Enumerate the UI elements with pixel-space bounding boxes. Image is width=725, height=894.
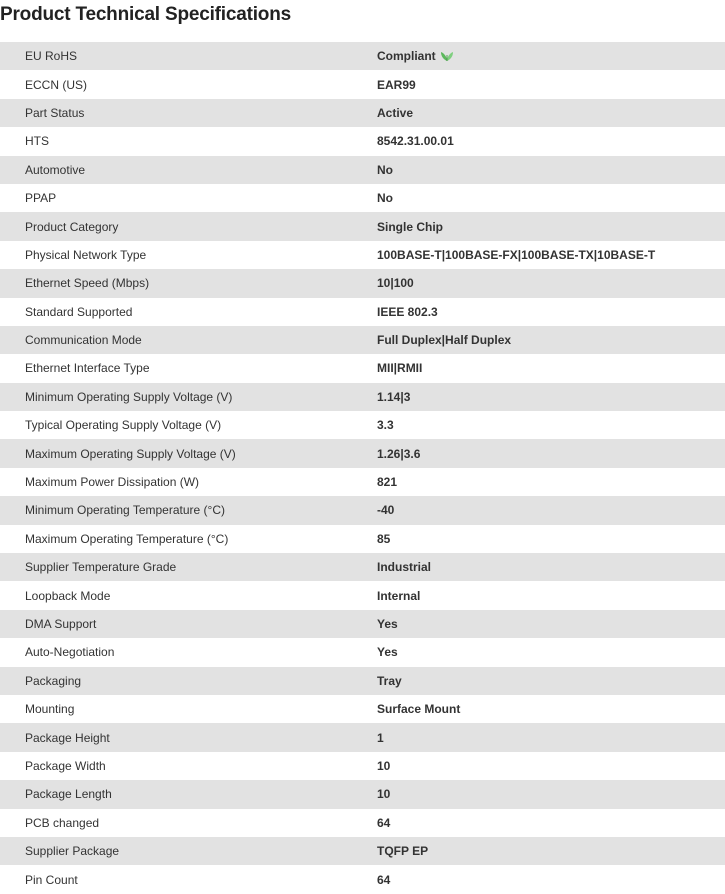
spec-value: TQFP EP bbox=[377, 844, 429, 859]
spec-row-automotive bbox=[0, 156, 725, 184]
spec-row-typ-supply-voltage bbox=[0, 411, 725, 439]
spec-name: Supplier Temperature Grade bbox=[25, 560, 177, 575]
spec-row-ethernet-speed bbox=[0, 269, 725, 297]
spec-row-package-length bbox=[0, 780, 725, 808]
spec-name: Standard Supported bbox=[25, 304, 133, 319]
spec-value: No bbox=[377, 162, 393, 177]
spec-value-text: Compliant bbox=[377, 49, 436, 64]
spec-name: Package Height bbox=[25, 730, 110, 745]
spec-row-hts bbox=[0, 127, 725, 155]
spec-row-standard-supported bbox=[0, 298, 725, 326]
spec-value: 64 bbox=[377, 872, 391, 887]
spec-row-max-operating-temp bbox=[0, 525, 725, 553]
spec-name: PCB changed bbox=[25, 815, 100, 830]
spec-name: Maximum Operating Supply Voltage (V) bbox=[25, 446, 236, 461]
leaf-icon bbox=[440, 50, 454, 62]
spec-value: 1.14|3 bbox=[377, 389, 411, 404]
spec-row-ppap bbox=[0, 184, 725, 212]
spec-value: 821 bbox=[377, 475, 398, 490]
spec-row-max-supply-voltage bbox=[0, 439, 725, 467]
spec-row-product-category bbox=[0, 212, 725, 240]
spec-name: Ethernet Interface Type bbox=[25, 361, 150, 376]
spec-value: EAR99 bbox=[377, 77, 416, 92]
spec-name: Ethernet Speed (Mbps) bbox=[25, 276, 150, 291]
spec-name: EU RoHS bbox=[25, 49, 78, 64]
spec-value: Active bbox=[377, 105, 414, 120]
spec-row-communication-mode bbox=[0, 326, 725, 354]
spec-value: Internal bbox=[377, 588, 421, 603]
spec-row-max-power-dissipation bbox=[0, 468, 725, 496]
spec-name: Loopback Mode bbox=[25, 588, 111, 603]
spec-row-mounting bbox=[0, 695, 725, 723]
spec-value: MII|RMII bbox=[377, 361, 423, 376]
spec-name: Maximum Operating Temperature (°C) bbox=[25, 531, 229, 546]
spec-row-packaging bbox=[0, 667, 725, 695]
spec-value: -40 bbox=[377, 503, 395, 518]
spec-row-auto-negotiation bbox=[0, 638, 725, 666]
spec-row-supplier-temp-grade bbox=[0, 553, 725, 581]
spec-row-package-height bbox=[0, 723, 725, 751]
spec-name: Typical Operating Supply Voltage (V) bbox=[25, 418, 222, 433]
spec-value: 10|100 bbox=[377, 276, 414, 291]
spec-name: Package Length bbox=[25, 787, 112, 802]
spec-value: 100BASE-T|100BASE-FX|100BASE-TX|10BASE-T bbox=[377, 247, 656, 262]
spec-name: Packaging bbox=[25, 673, 82, 688]
spec-name: HTS bbox=[25, 134, 49, 149]
spec-value: Surface Mount bbox=[377, 702, 461, 717]
spec-row-eu-rohs bbox=[0, 42, 725, 70]
spec-table bbox=[0, 42, 725, 894]
spec-value: 10 bbox=[377, 787, 391, 802]
spec-name: Part Status bbox=[25, 105, 85, 120]
spec-name: DMA Support bbox=[25, 617, 97, 631]
spec-row-package-width bbox=[0, 752, 725, 780]
spec-value: No bbox=[377, 191, 393, 206]
spec-value: Yes bbox=[377, 645, 398, 660]
spec-value: 10 bbox=[377, 758, 391, 773]
spec-row-part-status bbox=[0, 99, 725, 127]
spec-value: Full Duplex|Half Duplex bbox=[377, 333, 512, 348]
spec-value: 85 bbox=[377, 531, 391, 546]
spec-value: Yes bbox=[377, 617, 398, 631]
spec-row-physical-network-type bbox=[0, 241, 725, 269]
spec-row-min-supply-voltage bbox=[0, 383, 725, 411]
spec-value: 64 bbox=[377, 815, 391, 830]
spec-name: Auto-Negotiation bbox=[25, 645, 115, 660]
spec-row-min-operating-temp bbox=[0, 496, 725, 524]
spec-row-ethernet-interface-type bbox=[0, 354, 725, 382]
spec-name: ECCN (US) bbox=[25, 77, 87, 92]
spec-value: Industrial bbox=[377, 560, 432, 575]
spec-name: Maximum Power Dissipation (W) bbox=[25, 475, 200, 490]
spec-row-eccn bbox=[0, 70, 725, 98]
spec-value: Tray bbox=[377, 673, 402, 688]
spec-name: Product Category bbox=[25, 219, 119, 234]
spec-value: 1 bbox=[377, 730, 384, 745]
spec-value: 8542.31.00.01 bbox=[377, 134, 454, 149]
spec-row-pcb-changed bbox=[0, 809, 725, 837]
spec-name: Communication Mode bbox=[25, 333, 142, 348]
spec-value: IEEE 802.3 bbox=[377, 304, 438, 319]
spec-name: Automotive bbox=[25, 162, 86, 177]
spec-name: Package Width bbox=[25, 758, 106, 773]
spec-value: Single Chip bbox=[377, 219, 443, 234]
spec-row-loopback-mode bbox=[0, 581, 725, 609]
page-title: Product Technical Specifications bbox=[0, 4, 291, 25]
spec-table-body bbox=[0, 42, 725, 894]
spec-name: Minimum Operating Supply Voltage (V) bbox=[25, 389, 233, 404]
spec-name: Supplier Package bbox=[25, 844, 120, 859]
spec-row-supplier-package bbox=[0, 837, 725, 865]
spec-name: Mounting bbox=[25, 702, 75, 717]
spec-name: Minimum Operating Temperature (°C) bbox=[25, 503, 225, 518]
spec-row-dma-support bbox=[0, 610, 725, 638]
spec-name: Pin Count bbox=[25, 872, 78, 887]
spec-name: Physical Network Type bbox=[25, 247, 147, 262]
spec-value: 1.26|3.6 bbox=[377, 446, 421, 461]
spec-value: 3.3 bbox=[377, 418, 394, 433]
spec-row-pin-count bbox=[0, 865, 725, 893]
spec-value bbox=[377, 42, 725, 70]
spec-name: PPAP bbox=[25, 191, 57, 206]
